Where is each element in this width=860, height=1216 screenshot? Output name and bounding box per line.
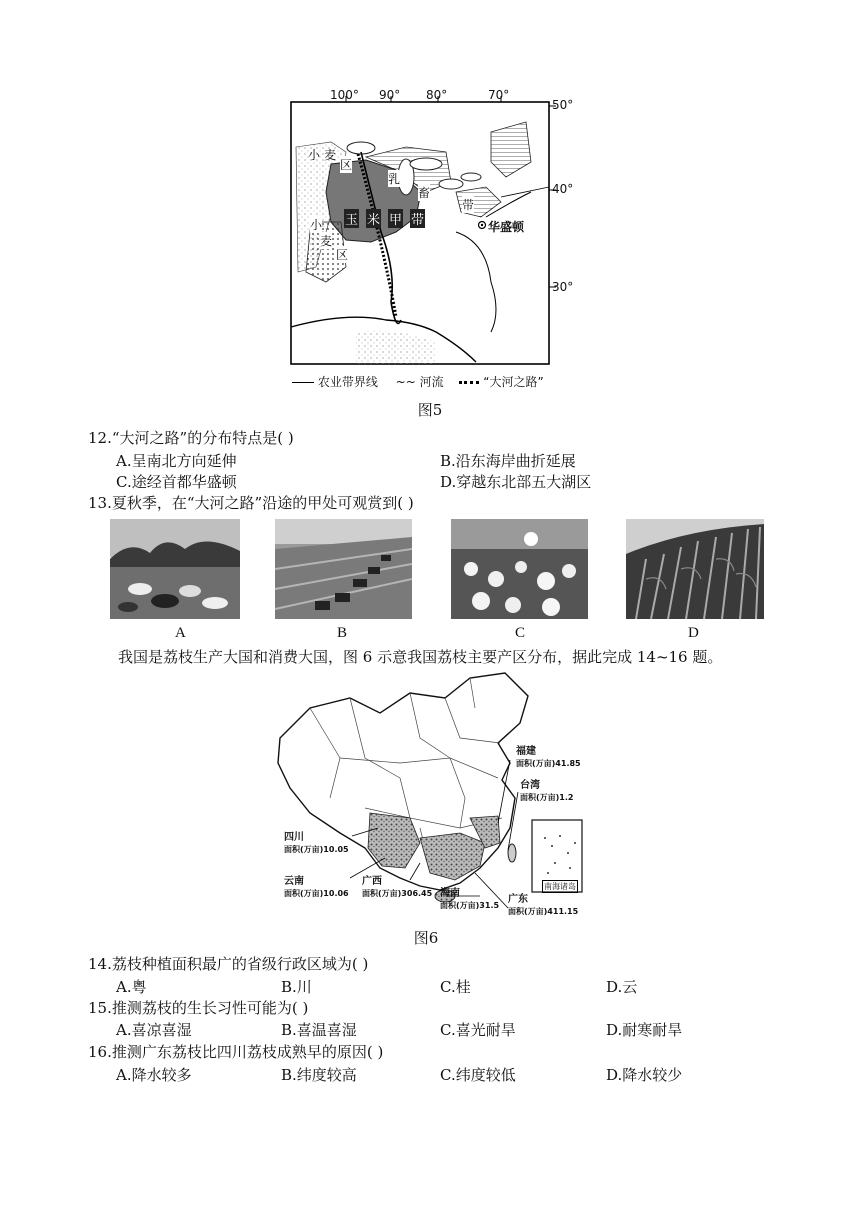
label-fujian [516,746,581,770]
region-char: 乳 [388,172,401,186]
province-name: 台湾 [520,780,540,791]
q16-option-d[interactable]: D.降水较少 [606,1066,683,1084]
province-name: 广东 [508,894,528,905]
label-hainan [440,888,499,912]
figure-5-caption: 图5 [417,401,443,419]
q14-option-b[interactable]: B.川 [281,978,312,996]
q12-option-b[interactable]: B.沿东海岸曲折延展 [440,452,576,470]
corn-belt-char: 米 [366,209,381,228]
inset-label: 南海诸岛 [544,882,576,891]
photo-a-cattle-pasture[interactable] [110,519,240,619]
figure-5 [286,88,586,392]
corn-belt-char: 带 [410,209,425,228]
province-name: 海南 [440,888,460,899]
map-legend [292,373,592,390]
q12-option-a[interactable]: A.呈南北方向延伸 [116,452,237,470]
region-char: 畜 [418,186,431,200]
city-washington: 华盛顿 [488,220,525,234]
photo-b-combine-harvesters[interactable] [275,519,412,619]
region-char: 麦 [324,148,337,162]
photo-label-a: A [175,625,186,641]
photo-label-b: B [337,625,348,641]
province-area: 面积(万亩)10.05 [284,845,349,854]
q14-option-c[interactable]: C.桂 [440,978,471,996]
region-char: 麦 [320,234,333,248]
q15-option-a[interactable]: A.喜凉喜湿 [116,1021,192,1039]
legend-river-label: 河流 [419,375,444,389]
region-char: 带 [462,198,475,212]
latitude-label: 30° [552,280,574,294]
legend-road-label: “大河之路” [483,375,544,389]
corn-belt-char: 甲 [388,209,403,228]
q16-option-b[interactable]: B.纬度较高 [281,1066,357,1084]
province-area: 面积(万亩)41.85 [516,759,581,768]
province-name: 广西 [362,876,382,887]
q14-option-a[interactable]: A.粤 [116,978,147,996]
label-guangxi [362,876,432,900]
figure-6-caption: 图6 [413,929,439,947]
region-char: 小 [310,218,323,232]
longitude-label: 70° [488,88,510,102]
province-name: 福建 [516,746,536,757]
label-taiwan [520,780,573,804]
q14-option-d[interactable]: D.云 [606,978,638,996]
legend-road-icon [459,381,479,384]
latitude-label: 40° [552,182,574,196]
label-guangdong [508,894,578,918]
question-15-stem: 15.推测荔枝的生长习性可能为( ) [88,999,309,1017]
photo-label-c: C [515,625,526,641]
q15-option-c[interactable]: C.喜光耐旱 [440,1021,516,1039]
longitude-label: 100° [330,88,359,102]
province-name: 四川 [284,832,304,843]
question-16-stem: 16.推测广东荔枝比四川荔枝成熟早的原因( ) [88,1043,384,1061]
legend-boundary-icon [292,382,314,383]
label-sichuan [284,832,349,856]
q12-option-c[interactable]: C.途经首都华盛顿 [116,473,237,491]
intro-paragraph: 我国是荔枝生产大国和消费大国，图 6 示意我国荔枝主要产区分布，据此完成 14~16 题。 [118,648,723,666]
q16-option-c[interactable]: C.纬度较低 [440,1066,516,1084]
q16-option-a[interactable]: A.降水较多 [116,1066,192,1084]
question-13-stem: 13.夏秋季，在“大河之路”沿途的甲处可观赏到( ) [88,494,414,512]
region-char: 区 [336,248,349,262]
region-char: 小 [308,148,321,162]
photo-d-corn-field[interactable] [626,519,764,619]
province-area: 面积(万亩)31.5 [440,901,500,910]
province-area: 面积(万亩)411.15 [508,907,579,916]
corn-belt-char: 玉 [344,209,359,228]
photo-c-cotton-field[interactable] [451,519,588,619]
province-area: 面积(万亩)10.06 [284,889,349,898]
province-area: 面积(万亩)1.2 [520,793,574,802]
q15-option-b[interactable]: B.喜温喜湿 [281,1021,357,1039]
figure-6 [270,668,600,918]
region-char: 区 [340,158,353,172]
photo-label-d: D [688,625,699,641]
q15-option-d[interactable]: D.耐寒耐旱 [606,1021,683,1039]
latitude-label: 50° [552,98,574,112]
longitude-label: 80° [426,88,448,102]
province-area: 面积(万亩)306.45 [362,889,433,898]
question-14-stem: 14.荔枝种植面积最广的省级行政区域为( ) [88,955,369,973]
q12-option-d[interactable]: D.穿越东北部五大湖区 [440,473,592,491]
longitude-label: 90° [379,88,401,102]
legend-boundary-label: 农业带界线 [317,375,378,389]
question-12-stem: 12.“大河之路”的分布特点是( ) [88,429,294,447]
province-name: 云南 [284,876,304,887]
legend-river-icon: ~~ [395,375,416,389]
label-yunnan [284,876,349,900]
